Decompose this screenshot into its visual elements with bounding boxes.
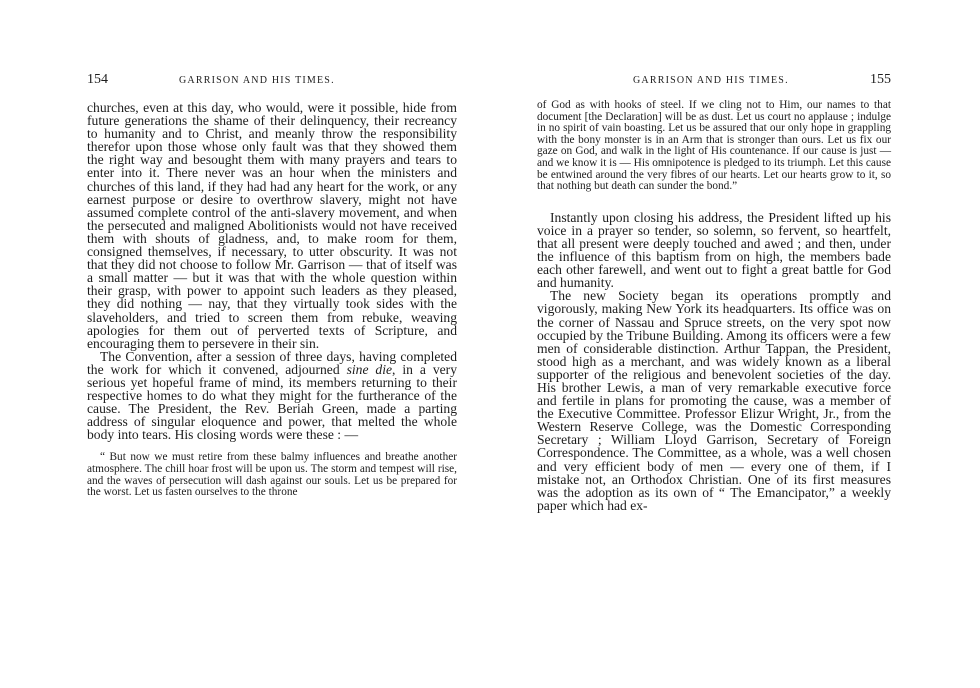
left-page-column <box>87 101 457 499</box>
right-block-quote: of God as with hooks of steel. If we cling not to Him, our names to that document [the Declaration] will be as dust. Let us court no applause ; indulge in no spirit of vain boasting. Let us be assured that our only hope in grappling with the bony monster is in an Arm that is stronger than ours. Let us fix our gaze on God, and walk in the light of His countenance. If our cause is just — and we know it is — His omnipotence is pledged to its triumph. Let this cause be entwined around the very fibres of our hearts. Let our hearts grow to it, so that nothing but death can sunder the bond.” <box>537 99 891 193</box>
left-paragraph-2 <box>87 350 457 442</box>
left-paragraph-2-part-b: , in a very serious yet hopeful frame of mind, its members returning to their respective homes to do what they might for the furtherance of the cause. The President, the Rev. Beriah Green, made a parting address of singular eloquence and power, that melted the whole body into tears. His closing words were these : — <box>87 361 458 443</box>
right-paragraph-1: Instantly upon closing his address, the President lifted up his voice in a prayer so tender, so solemn, so fervent, so heartfelt, that all present were deeply touched and awed ; and then, under the influence of this baptism from on high, the members bade each other farewell, and went out to fight a great battle for God and humanity. <box>537 209 891 291</box>
left-page-number: 154 <box>87 72 108 87</box>
left-paragraph-1: churches, even at this day, who would, were it possible, hide from future generations the shame of their delinquency, their recreancy to humanity and to Christ, and meanly throw the responsibility therefor upon those whose only fault was that they showed them the right way and besought them with many prayers and tears to enter into it. There never was an hour when the ministers and churches of this land, if they had had any heart for the work, or any earnest purpose or desire to overthrow slavery, might not have assumed complete control of the anti-slavery movement, and when the persecuted and maligned Abolitionists would not have received them with shouts of gladness, and, to make room for them, consigned themselves, if necessary, to utter obscurity. It was not that they did not choose to follow Mr. Garrison — that of itself was a small matter — but it was that with the whole question within their grasp, with power to appoint such leaders as they pleased, they did nothing — nay, that they virtually took sides with the slaveholders, and tried to screen them from rebuke, weaving apologies for them out of perverted texts of Scripture, and encouraging them to persevere in their sin. <box>87 100 457 351</box>
left-block-quote: “ But now we must retire from these balmy influences and breathe another atmosphere. The chill hoar frost will be upon us. The storm and tempest will rise, and the waves of persecution will dash against our souls. Let us be prepared for the worst. Let us fasten ourselves to the throne <box>87 451 457 499</box>
left-page-header <box>87 72 457 92</box>
left-running-head: GARRISON AND HIS TIMES. <box>179 75 335 86</box>
right-paragraph-2: The new Society began its operations promptly and vigorously, making New York its headquarters. Its office was on the corner of Nassau and Spruce streets, on the very spot now occupied by the Tribune Building. Among its officers were a few men of considerable distinction. Arthur Tappan, the President, stood high as a merchant, and was widely known as a liberal supporter of the religious and benevolent societies of the day. His brother Lewis, a man of very remarkable executive force and fertile in plans for promoting the cause, was a member of the Executive Committee. Professor Elizur Wright, Jr., from the Western Reserve College, was the Domestic Corresponding Secretary ; William Lloyd Garrison, Secretary of Foreign Correspondence. The Committee, as a whole, was a well chosen and very efficient body of men — every one of them, if I mistake not, an Orthodox Christian. One of its first measures was the adoption as its own of “ The Emancipator,” a weekly paper which had ex- <box>537 288 891 513</box>
left-paragraph-2-italic: sine die <box>346 361 393 377</box>
right-page-number: 155 <box>870 72 891 87</box>
right-page-header <box>537 72 891 92</box>
right-running-head: GARRISON AND HIS TIMES. <box>633 75 789 86</box>
left-paragraph-2-part-a: The Convention, after a session of three days, having completed the work for which it convened, adjourned <box>87 348 457 377</box>
right-page-column <box>537 100 891 512</box>
